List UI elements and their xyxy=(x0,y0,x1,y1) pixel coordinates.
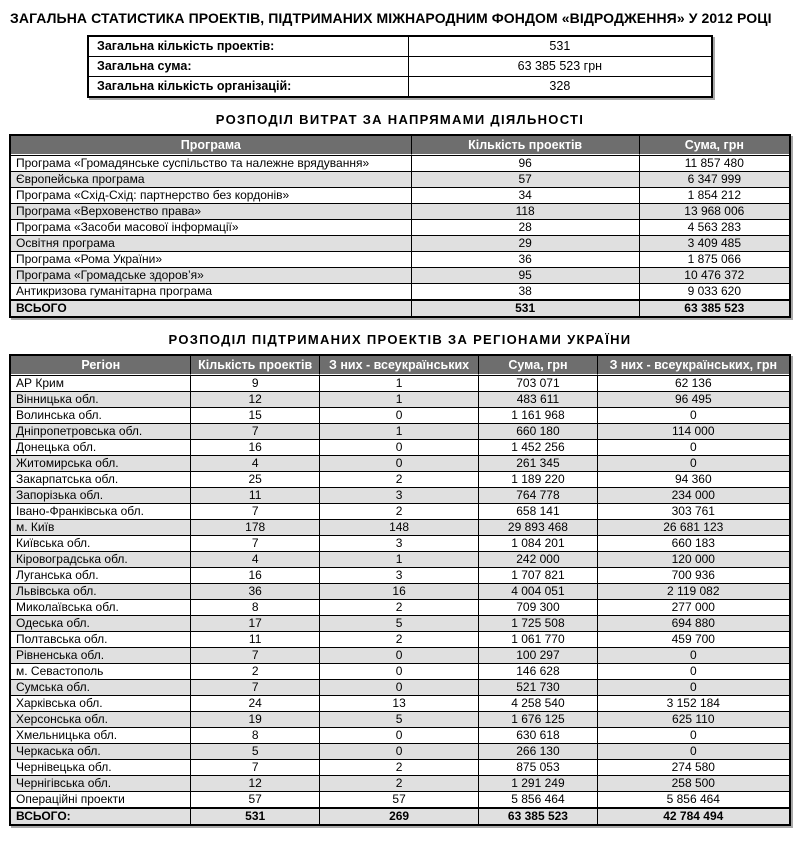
cell: 0 xyxy=(598,743,789,759)
cell: Програма «Засоби масової інформації» xyxy=(11,219,412,235)
cell: 12 xyxy=(191,775,319,791)
cell: Луганська обл. xyxy=(11,567,191,583)
table-row xyxy=(11,711,789,727)
table-row xyxy=(11,423,789,439)
cell: Загальна сума: xyxy=(89,56,409,76)
cell: Одеська обл. xyxy=(11,615,191,631)
cell: 0 xyxy=(320,679,479,695)
total-row xyxy=(11,299,789,316)
cell: 16 xyxy=(320,583,479,599)
cell: 1 xyxy=(320,423,479,439)
cell: Європейська програма xyxy=(11,171,412,187)
table-row xyxy=(89,56,711,76)
cell: 1 084 201 xyxy=(479,535,597,551)
table-row xyxy=(11,567,789,583)
cell: Миколаївська обл. xyxy=(11,599,191,615)
cell: 95 xyxy=(412,267,640,283)
cell: 5 856 464 xyxy=(479,791,597,807)
cell: 16 xyxy=(191,439,319,455)
total-cell: ВСЬОГО: xyxy=(11,807,191,824)
cell: 303 761 xyxy=(598,503,789,519)
cell: 57 xyxy=(412,171,640,187)
cell: Програма «Громадське здоров’я» xyxy=(11,267,412,283)
cell: 1 xyxy=(320,391,479,407)
cell: 483 611 xyxy=(479,391,597,407)
cell: 2 xyxy=(320,471,479,487)
cell: 521 730 xyxy=(479,679,597,695)
cell: АР Крим xyxy=(11,375,191,391)
total-cell: 63 385 523 xyxy=(640,299,789,316)
summary-table-body xyxy=(89,37,711,96)
cell: Донецька обл. xyxy=(11,439,191,455)
cell: 146 628 xyxy=(479,663,597,679)
cell: 703 071 xyxy=(479,375,597,391)
table-row xyxy=(11,391,789,407)
cell: 0 xyxy=(320,407,479,423)
table-row xyxy=(11,267,789,283)
cell: 2 xyxy=(191,663,319,679)
table-row xyxy=(11,439,789,455)
column-header: З них - всеукраїнських, грн xyxy=(598,356,789,375)
cell: 3 409 485 xyxy=(640,235,789,251)
cell: 7 xyxy=(191,647,319,663)
cell: Освітня програма xyxy=(11,235,412,251)
cell: 328 xyxy=(409,76,711,96)
cell: 36 xyxy=(412,251,640,267)
cell: 0 xyxy=(598,439,789,455)
cell: 25 xyxy=(191,471,319,487)
summary-table xyxy=(87,35,713,98)
cell: 0 xyxy=(320,455,479,471)
cell: 16 xyxy=(191,567,319,583)
cell: 29 xyxy=(412,235,640,251)
cell: 2 xyxy=(320,599,479,615)
cell: 17 xyxy=(191,615,319,631)
section-title-regions: РОЗПОДІЛ ПІДТРИМАНИХ ПРОЕКТІВ ЗА РЕГІОНАМИ УКРАЇНИ xyxy=(168,332,632,347)
cell: 0 xyxy=(598,727,789,743)
cell: 1 725 508 xyxy=(479,615,597,631)
cell: Івано-Франківська обл. xyxy=(11,503,191,519)
cell: 709 300 xyxy=(479,599,597,615)
cell: 36 xyxy=(191,583,319,599)
cell: 57 xyxy=(191,791,319,807)
cell: 274 580 xyxy=(598,759,789,775)
table-row xyxy=(11,663,789,679)
cell: 15 xyxy=(191,407,319,423)
cell: Запорізька обл. xyxy=(11,487,191,503)
cell: Сумська обл. xyxy=(11,679,191,695)
cell: Дніпропетровська обл. xyxy=(11,423,191,439)
cell: 1 061 770 xyxy=(479,631,597,647)
cell: 114 000 xyxy=(598,423,789,439)
table-row xyxy=(11,647,789,663)
cell: 11 857 480 xyxy=(640,155,789,171)
cell: 234 000 xyxy=(598,487,789,503)
cell: 694 880 xyxy=(598,615,789,631)
cell: 1 291 249 xyxy=(479,775,597,791)
cell: 9 033 620 xyxy=(640,283,789,299)
cell: Черкаська обл. xyxy=(11,743,191,759)
cell: 63 385 523 грн xyxy=(409,56,711,76)
table-row xyxy=(11,743,789,759)
total-cell: ВСЬОГО xyxy=(11,299,412,316)
cell: Волинська обл. xyxy=(11,407,191,423)
programs-table xyxy=(9,134,791,318)
cell: 3 152 184 xyxy=(598,695,789,711)
table-row xyxy=(89,37,711,56)
cell: 148 xyxy=(320,519,479,535)
table-row xyxy=(11,583,789,599)
table-row xyxy=(11,155,789,171)
cell: 0 xyxy=(598,455,789,471)
cell: 0 xyxy=(598,663,789,679)
cell: 8 xyxy=(191,727,319,743)
cell: 1 xyxy=(320,551,479,567)
cell: 7 xyxy=(191,759,319,775)
total-row xyxy=(11,807,789,824)
cell: Київська обл. xyxy=(11,535,191,551)
cell: 1 707 821 xyxy=(479,567,597,583)
regions-table-footer xyxy=(11,807,789,824)
cell: 0 xyxy=(320,663,479,679)
programs-table-footer xyxy=(11,299,789,316)
programs-table-body xyxy=(11,155,789,299)
section-title-programs: РОЗПОДІЛ ВИТРАТ ЗА НАПРЯМАМИ ДІЯЛЬНОСТІ xyxy=(215,112,585,127)
cell: Чернігівська обл. xyxy=(11,775,191,791)
cell: 13 968 006 xyxy=(640,203,789,219)
table-row xyxy=(11,695,789,711)
cell: 660 180 xyxy=(479,423,597,439)
cell: 11 xyxy=(191,631,319,647)
cell: 13 xyxy=(320,695,479,711)
cell: 178 xyxy=(191,519,319,535)
cell: 0 xyxy=(598,407,789,423)
cell: 2 xyxy=(320,775,479,791)
cell: 94 360 xyxy=(598,471,789,487)
cell: 8 xyxy=(191,599,319,615)
page-title: ЗАГАЛЬНА СТАТИСТИКА ПРОЕКТІВ, ПІДТРИМАНИХ МІЖНАРОДНИМ ФОНДОМ «ВІДРОДЖЕННЯ» У 2012 РОЦІ xyxy=(10,10,772,26)
table-row xyxy=(11,283,789,299)
cell: 258 500 xyxy=(598,775,789,791)
programs-table-header xyxy=(11,136,789,155)
cell: 277 000 xyxy=(598,599,789,615)
cell: 26 681 123 xyxy=(598,519,789,535)
table-row xyxy=(11,235,789,251)
cell: 700 936 xyxy=(598,567,789,583)
total-cell: 63 385 523 xyxy=(479,807,597,824)
cell: 1 xyxy=(320,375,479,391)
cell: 875 053 xyxy=(479,759,597,775)
table-row xyxy=(11,631,789,647)
cell: 6 347 999 xyxy=(640,171,789,187)
cell: м. Севастополь xyxy=(11,663,191,679)
cell: Програма «Рома України» xyxy=(11,251,412,267)
table-row xyxy=(11,727,789,743)
cell: Операційні проекти xyxy=(11,791,191,807)
total-cell: 269 xyxy=(320,807,479,824)
column-header: З них - всеукраїнських xyxy=(320,356,479,375)
cell: 1 161 968 xyxy=(479,407,597,423)
cell: 4 563 283 xyxy=(640,219,789,235)
table-row xyxy=(11,791,789,807)
cell: Полтавська обл. xyxy=(11,631,191,647)
total-cell: 531 xyxy=(191,807,319,824)
cell: 0 xyxy=(320,743,479,759)
cell: 34 xyxy=(412,187,640,203)
cell: 96 495 xyxy=(598,391,789,407)
table-row xyxy=(11,503,789,519)
cell: м. Київ xyxy=(11,519,191,535)
cell: 4 xyxy=(191,455,319,471)
cell: 38 xyxy=(412,283,640,299)
cell: 625 110 xyxy=(598,711,789,727)
header-row xyxy=(11,356,789,375)
cell: Житомирська обл. xyxy=(11,455,191,471)
cell: 19 xyxy=(191,711,319,727)
table-row xyxy=(11,615,789,631)
table-row xyxy=(11,535,789,551)
cell: 24 xyxy=(191,695,319,711)
cell: 57 xyxy=(320,791,479,807)
regions-table-header xyxy=(11,356,789,375)
column-header: Сума, грн xyxy=(640,136,789,155)
cell: 1 854 212 xyxy=(640,187,789,203)
cell: 10 476 372 xyxy=(640,267,789,283)
table-row xyxy=(11,171,789,187)
table-row xyxy=(11,187,789,203)
total-cell: 531 xyxy=(412,299,640,316)
cell: Херсонська обл. xyxy=(11,711,191,727)
table-row xyxy=(11,599,789,615)
table-row xyxy=(11,775,789,791)
table-row xyxy=(11,203,789,219)
cell: 118 xyxy=(412,203,640,219)
cell: 459 700 xyxy=(598,631,789,647)
cell: 5 xyxy=(320,711,479,727)
cell: 3 xyxy=(320,487,479,503)
cell: 764 778 xyxy=(479,487,597,503)
cell: 660 183 xyxy=(598,535,789,551)
table-row xyxy=(11,487,789,503)
cell: 3 xyxy=(320,567,479,583)
cell: Чернівецька обл. xyxy=(11,759,191,775)
table-row xyxy=(11,551,789,567)
cell: Загальна кількість проектів: xyxy=(89,37,409,56)
cell: 1 875 066 xyxy=(640,251,789,267)
cell: 0 xyxy=(320,439,479,455)
cell: 266 130 xyxy=(479,743,597,759)
table-row xyxy=(11,375,789,391)
column-header: Сума, грн xyxy=(479,356,597,375)
column-header: Програма xyxy=(11,136,412,155)
table-row xyxy=(11,471,789,487)
cell: 5 856 464 xyxy=(598,791,789,807)
cell: 62 136 xyxy=(598,375,789,391)
cell: 1 189 220 xyxy=(479,471,597,487)
cell: 630 618 xyxy=(479,727,597,743)
cell: Кіровоградська обл. xyxy=(11,551,191,567)
table-row xyxy=(11,519,789,535)
cell: 5 xyxy=(320,615,479,631)
table-row xyxy=(11,455,789,471)
cell: 12 xyxy=(191,391,319,407)
cell: 3 xyxy=(320,535,479,551)
cell: 2 xyxy=(320,759,479,775)
cell: 0 xyxy=(320,647,479,663)
cell: Рівненська обл. xyxy=(11,647,191,663)
cell: 531 xyxy=(549,39,571,53)
table-row xyxy=(11,759,789,775)
cell: 4 xyxy=(191,551,319,567)
cell: Закарпатська обл. xyxy=(11,471,191,487)
cell: 7 xyxy=(191,423,319,439)
cell: 0 xyxy=(598,647,789,663)
cell: Програма «Схід-Схід: партнерство без кордонів» xyxy=(11,187,412,203)
cell: 261 345 xyxy=(479,455,597,471)
cell: 4 004 051 xyxy=(479,583,597,599)
column-header: Кількість проектів xyxy=(191,356,319,375)
cell: Вінницька обл. xyxy=(11,391,191,407)
cell: 7 xyxy=(191,535,319,551)
cell: 1 452 256 xyxy=(479,439,597,455)
cell: 242 000 xyxy=(479,551,597,567)
table-row xyxy=(11,251,789,267)
table-row xyxy=(11,679,789,695)
total-cell: 42 784 494 xyxy=(598,807,789,824)
cell: 5 xyxy=(191,743,319,759)
cell: 0 xyxy=(320,727,479,743)
cell: 100 297 xyxy=(479,647,597,663)
header-row xyxy=(11,136,789,155)
regions-table xyxy=(9,354,791,826)
cell: Загальна кількість організацій: xyxy=(89,76,409,96)
cell: 28 xyxy=(412,219,640,235)
cell: Хмельницька обл. xyxy=(11,727,191,743)
cell: Львівська обл. xyxy=(11,583,191,599)
cell: 29 893 468 xyxy=(479,519,597,535)
cell: 96 xyxy=(412,155,640,171)
cell: 2 119 082 xyxy=(598,583,789,599)
table-row xyxy=(11,407,789,423)
table-row xyxy=(11,219,789,235)
cell: Харківська обл. xyxy=(11,695,191,711)
cell: 9 xyxy=(191,375,319,391)
cell: Програма «Верховенство права» xyxy=(11,203,412,219)
cell: Програма «Громадянське суспільство та належне врядування» xyxy=(11,155,412,171)
cell: 0 xyxy=(598,679,789,695)
cell: 4 258 540 xyxy=(479,695,597,711)
regions-table-body xyxy=(11,375,789,807)
cell: 11 xyxy=(191,487,319,503)
cell: 120 000 xyxy=(598,551,789,567)
cell: 7 xyxy=(191,503,319,519)
column-header: Регіон xyxy=(11,356,191,375)
table-row xyxy=(89,76,711,96)
cell: 2 xyxy=(320,503,479,519)
cell: 1 676 125 xyxy=(479,711,597,727)
cell: 7 xyxy=(191,679,319,695)
cell: 2 xyxy=(320,631,479,647)
column-header: Кількість проектів xyxy=(412,136,640,155)
cell: 658 141 xyxy=(479,503,597,519)
cell: Антикризова гуманітарна програма xyxy=(11,283,412,299)
